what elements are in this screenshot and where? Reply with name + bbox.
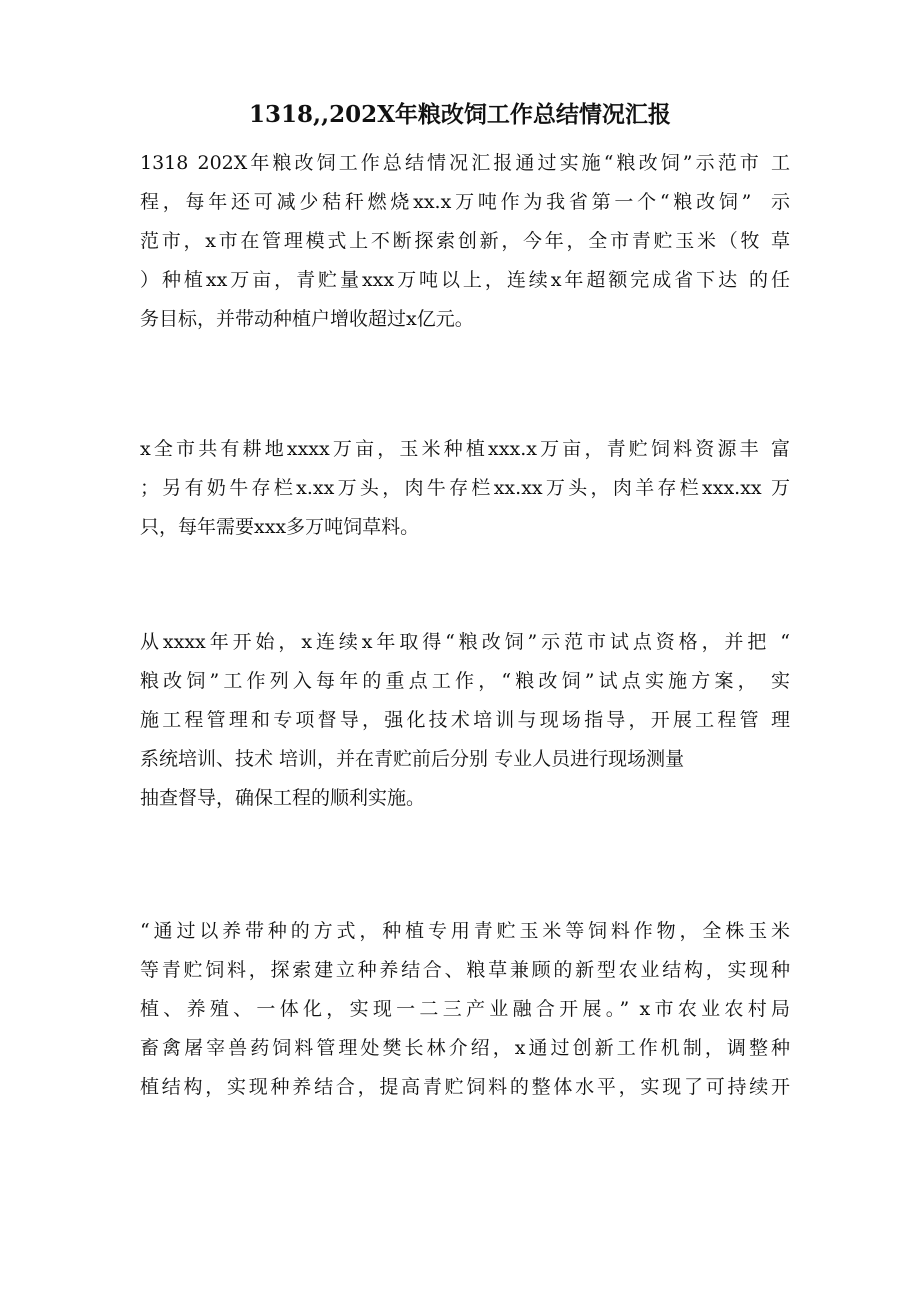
paragraph-2: [140, 430, 790, 547]
text-line: ；另有奶牛存栏x.xx万头，肉牛存栏xx.xx万头，肉羊存栏xxx.xx 万: [140, 477, 790, 499]
text-line: 施工程管理和专项督导，强化技术培训与现场指导，开展工程管 理: [140, 709, 790, 731]
text-line: 抽查督导，确保工程的顺利实施。: [140, 787, 426, 809]
text-line: “通过以养带种的方式，种植专用青贮玉米等饲料作物，全株玉米: [140, 920, 790, 942]
text-line: 等青贮饲料，探索建立种养结合、粮草兼顾的新型农业结构，实现种: [140, 959, 790, 981]
paragraph-4: [140, 912, 790, 1107]
text-line: 务目标，并带动种植户增收超过x亿元。: [140, 308, 474, 330]
text-line: 植、养殖、一体化，实现一二三产业融合开展。” x市农业农村局: [140, 998, 790, 1020]
text-line: 程，每年还可减少秸秆燃烧xx.x万吨作为我省第一个“粮改饲” 示: [140, 191, 790, 213]
text-line: 从xxxx年开始，x连续x年取得“粮改饲”示范市试点资格，并把 “: [140, 631, 790, 653]
text-line: x全市共有耕地xxxx万亩，玉米种植xxx.x万亩，青贮饲料资源丰 富: [140, 438, 790, 460]
text-line: 植结构，实现种养结合，提高青贮饲料的整体水平，实现了可持续开: [140, 1076, 790, 1098]
text-line: ）种植xx万亩，青贮量xxx万吨以上，连续x年超额完成省下达 的任: [140, 269, 790, 291]
text-line: 畜禽屠宰兽药饲料管理处樊长林介绍，x通过创新工作机制，调整种: [140, 1037, 790, 1059]
text-line: 只，每年需要xxx多万吨饲草料。: [140, 516, 420, 538]
paragraph-1: [140, 144, 790, 339]
paragraph-3: [140, 623, 790, 818]
text-line: 粮改饲”工作列入每年的重点工作，“粮改饲”试点实施方案， 实: [140, 670, 790, 692]
text-line: 1318 202X年粮改饲工作总结情况汇报通过实施“粮改饲”示范市 工: [140, 152, 790, 174]
text-line: 系统培训、技术 培训，并在青贮前后分别 专业人员进行现场测量: [140, 748, 685, 770]
document-title: 1318,,202X年粮改饲工作总结情况汇报: [249, 101, 671, 128]
text-line: 范市，x市在管理模式上不断探索创新，今年，全市青贮玉米（牧 草: [140, 230, 790, 252]
